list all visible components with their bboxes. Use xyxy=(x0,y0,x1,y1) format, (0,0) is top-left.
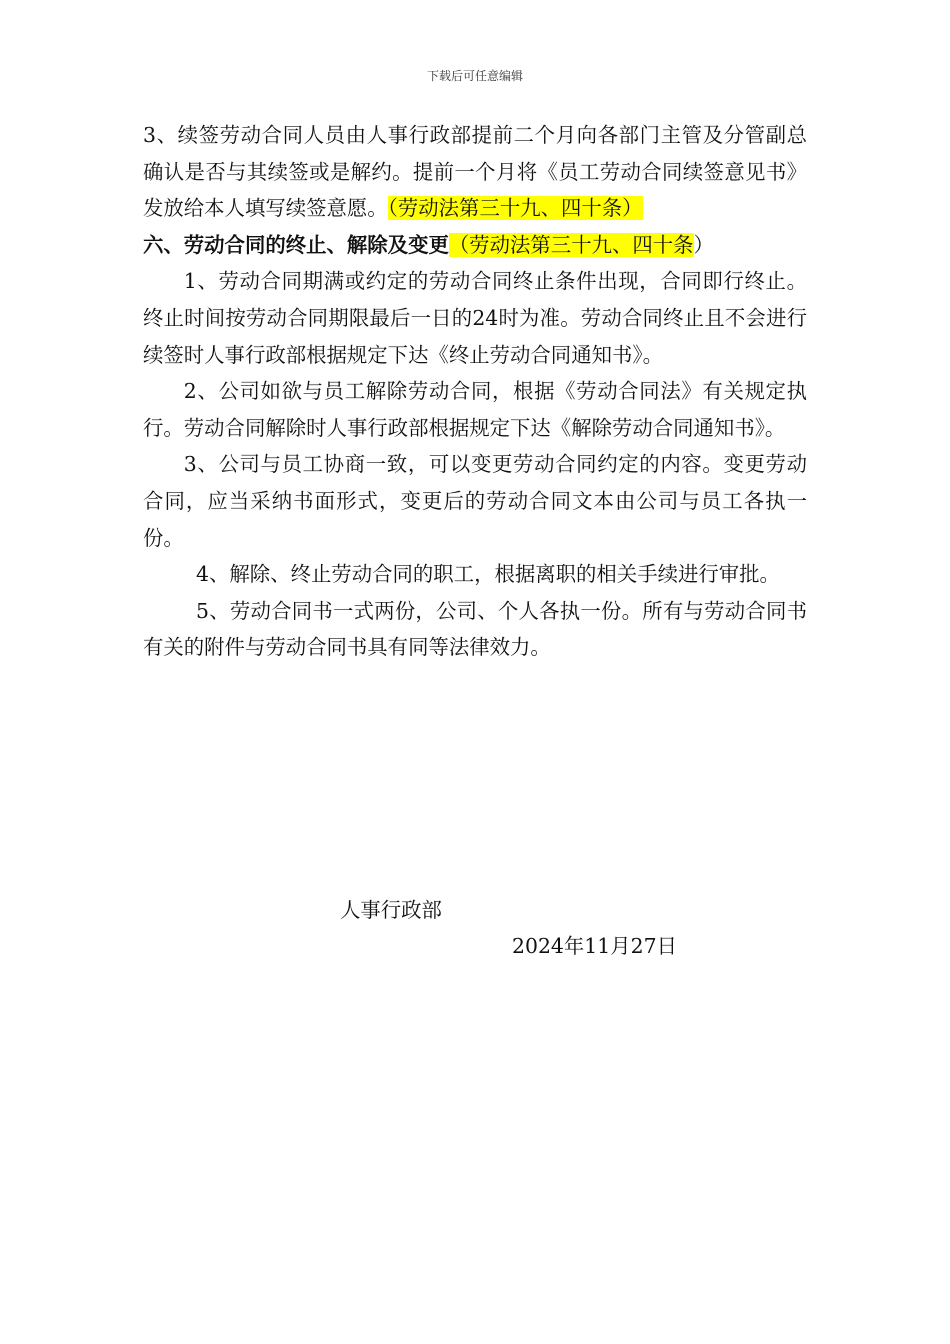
document-body xyxy=(143,117,807,666)
paragraph-renewal-text: 3、续签劳动合同人员由人事行政部提前二个月向各部门主管及分管副总确认是否与其续签或是解约。提前一个月将《员工劳动合同续签意见书》发放给本人填写续签意愿。 xyxy=(143,123,807,221)
section-law-reference-close: ） xyxy=(693,232,714,257)
clause-2-dissolution: 2、公司如欲与员工解除劳动合同，根据《劳动合同法》有关规定执行。劳动合同解除时人事行政部根据规定下达《解除劳动合同通知书》。 xyxy=(143,379,807,440)
signature-department: 人事行政部 xyxy=(340,898,442,922)
clause-3-change: 3、公司与员工协商一致，可以变更劳动合同约定的内容。变更劳动合同，应当采纳书面形式，变更后的劳动合同文本由公司与员工各执一份。 xyxy=(143,452,807,550)
section-title: 六、劳动合同的终止、解除及变更 xyxy=(143,232,449,257)
header-note: 下载后可任意编辑 xyxy=(426,69,523,83)
law-reference-highlight: （劳动法第三十九、四十条） xyxy=(387,196,643,221)
section-heading-termination xyxy=(143,227,807,264)
signature-date: 2024年11月27日 xyxy=(512,934,677,958)
clause-4-approval: 4、解除、终止劳动合同的职工，根据离职的相关手续进行审批。 xyxy=(196,562,780,587)
clause-1-expiry: 1、劳动合同期满或约定的劳动合同终止条件出现，合同即行终止。终止时间按劳动合同期限最后一日的24时为准。劳动合同终止且不会进行续签时人事行政部根据规定下达《终止劳动合同通知书》。 xyxy=(143,269,807,367)
section-law-reference-highlight: （劳动法第三十九、四十条 xyxy=(448,232,694,257)
clause-5-copies: 5、劳动合同书一式两份，公司、个人各执一份。所有与劳动合同书有关的附件与劳动合同书具有同等法律效力。 xyxy=(143,598,807,660)
paragraph-renewal xyxy=(143,117,807,227)
